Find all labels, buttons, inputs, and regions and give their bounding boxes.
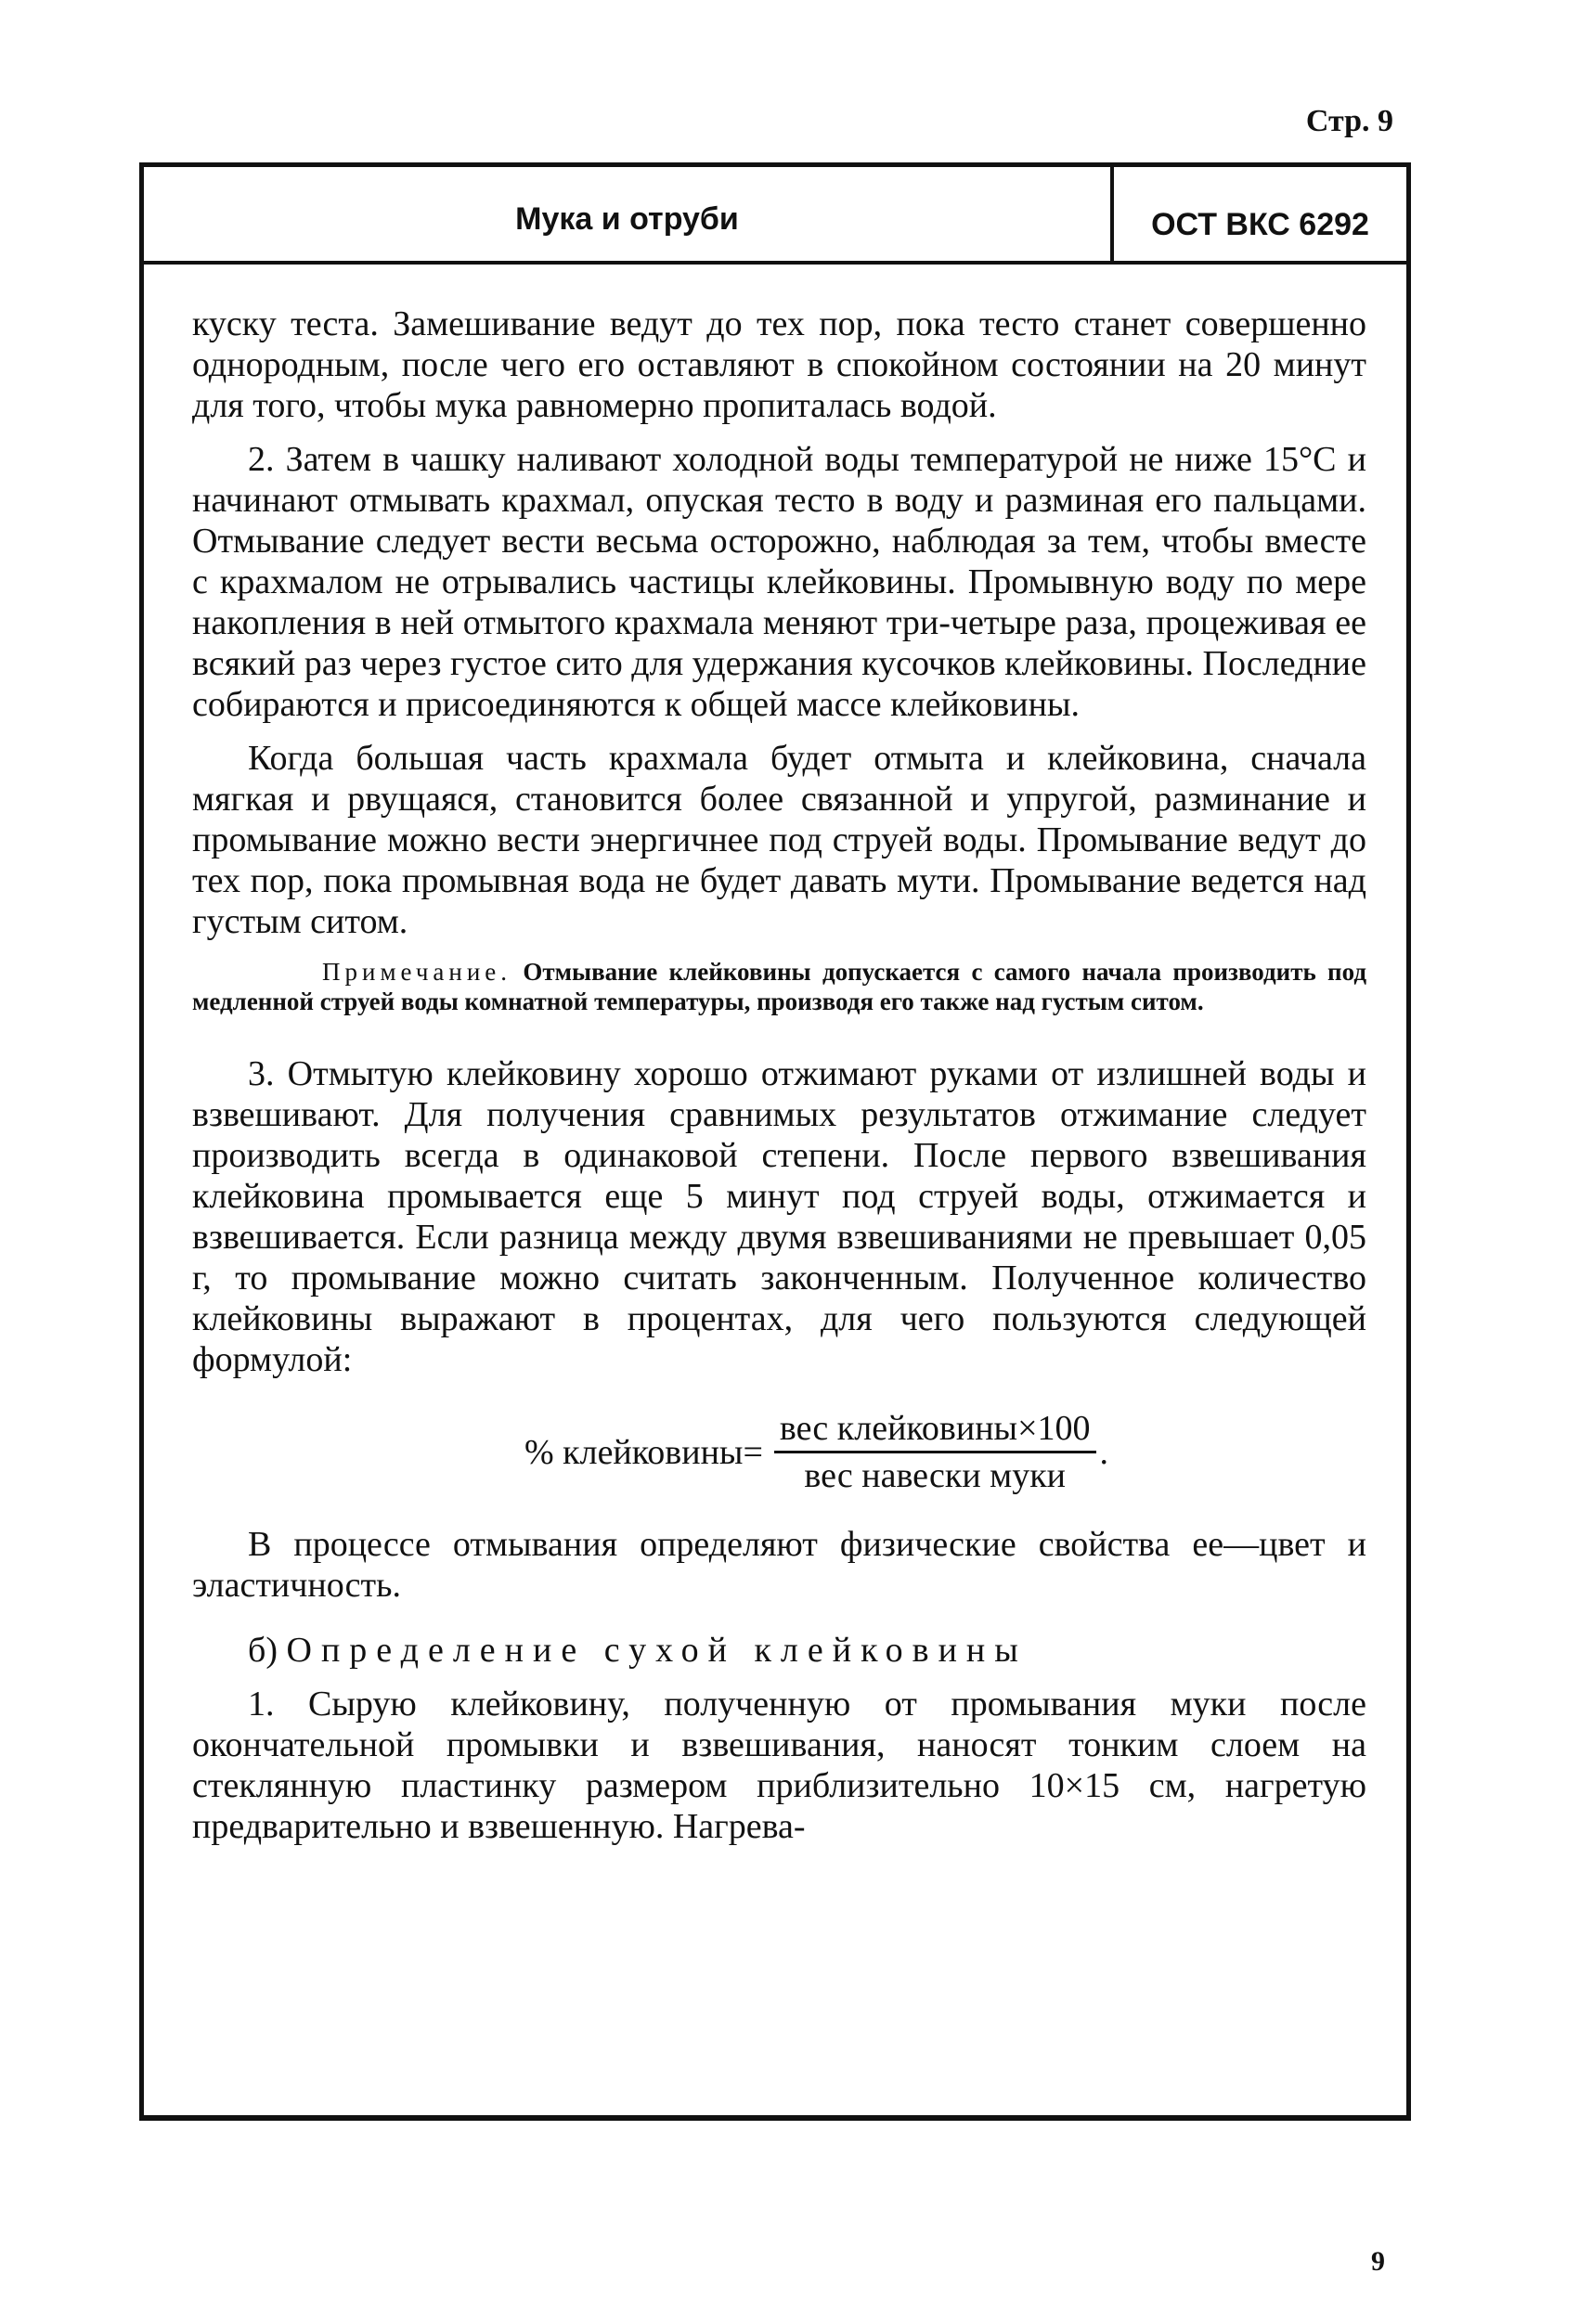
formula bbox=[266, 1408, 1366, 1496]
paragraph: 1. Сырую клейковину, полученную от промывания муки после окончательной промывки и взвешивания, наносят тонким слоем на стеклянную пластинку размером приблизительно 10×15 см, нагретую предварительно и взвешенную. Нагрева- bbox=[192, 1685, 1366, 1846]
formula-end: . bbox=[1099, 1432, 1109, 1472]
footer-mark: 9 bbox=[1371, 2246, 1385, 2277]
page-number: Стр. 9 bbox=[1305, 104, 1393, 138]
formula-denominator: вес навески муки bbox=[804, 1456, 1067, 1495]
note-label: Примечание. bbox=[322, 958, 512, 986]
paragraph: 2. Затем в чашку наливают холодной воды температурой не ниже 15°С и начинают отмывать крахмал, опуская тесто в воду и разминая его пальцами. Отмывание следует вести весьма осторожно, наблюдая за тем, чтобы вместе с крахмалом не отрывались частицы клейковины. Промывную воду по мере накопления в ней отмытого крахмала меняют три-четыре раза, процеживая ее всякий раз через густое сито для удержания кусочков клейковины. Последние собираются и присоединяются к общей массе клейковины. bbox=[192, 440, 1366, 724]
paragraph: В процессе отмывания определяют физические свойства ее—цвет и эластичность. bbox=[192, 1525, 1366, 1605]
formula-numerator: вес клейковины×100 bbox=[774, 1408, 1096, 1453]
header-title: Мука и отруби bbox=[144, 167, 1114, 261]
document-body bbox=[192, 303, 1366, 1860]
subheading-prefix: б) bbox=[248, 1631, 278, 1670]
formula-fraction bbox=[774, 1408, 1096, 1496]
section-subheading bbox=[192, 1630, 1366, 1671]
header-standard-code: ОСТ ВКС 6292 bbox=[1151, 207, 1369, 242]
formula-lhs: % клейковины= bbox=[524, 1432, 763, 1472]
paragraph: Когда большая часть крахмала будет отмыта и клейковина, сначала мягкая и рвущаяся, становится более связанной и упругой, разминание и промывание можно вести энергичнее под струей воды. Промывание ведут до тех пор, пока промывная вода не будет давать мути. Промывание ведется над густым ситом. bbox=[192, 739, 1366, 941]
note-text: Отмывание клейковины допускается с самого начала производить под медленной струей воды комнатной температуры, производя его также над густым ситом. bbox=[192, 958, 1366, 1015]
paragraph: 3. Отмытую клейковину хорошо отжимают руками от излишней воды и взвешивают. Для получения сравнимых результатов отжимание следует производить всегда в одинаковой степени. После первого взвешивания клейковина промывается еще 5 минут под струей воды, отжимается и взвешивается. Если разница между двумя взвешиваниями не превышает 0,05 г, то промывание можно считать законченным. Полученное количество клейковины выражают в процентах, для чего пользуются следующей формулой: bbox=[192, 1054, 1366, 1379]
subheading-text: Определение сухой клейковины bbox=[286, 1631, 1028, 1670]
paragraph: куску теста. Замешивание ведут до тех пор, пока тесто станет совершенно однородным, после чего его оставляют в спокойном состоянии на 20 минут для того, чтобы мука равномерно пропиталась водой. bbox=[192, 304, 1366, 425]
document-header bbox=[144, 162, 1406, 265]
note bbox=[192, 957, 1366, 1016]
document-frame bbox=[139, 162, 1411, 2121]
